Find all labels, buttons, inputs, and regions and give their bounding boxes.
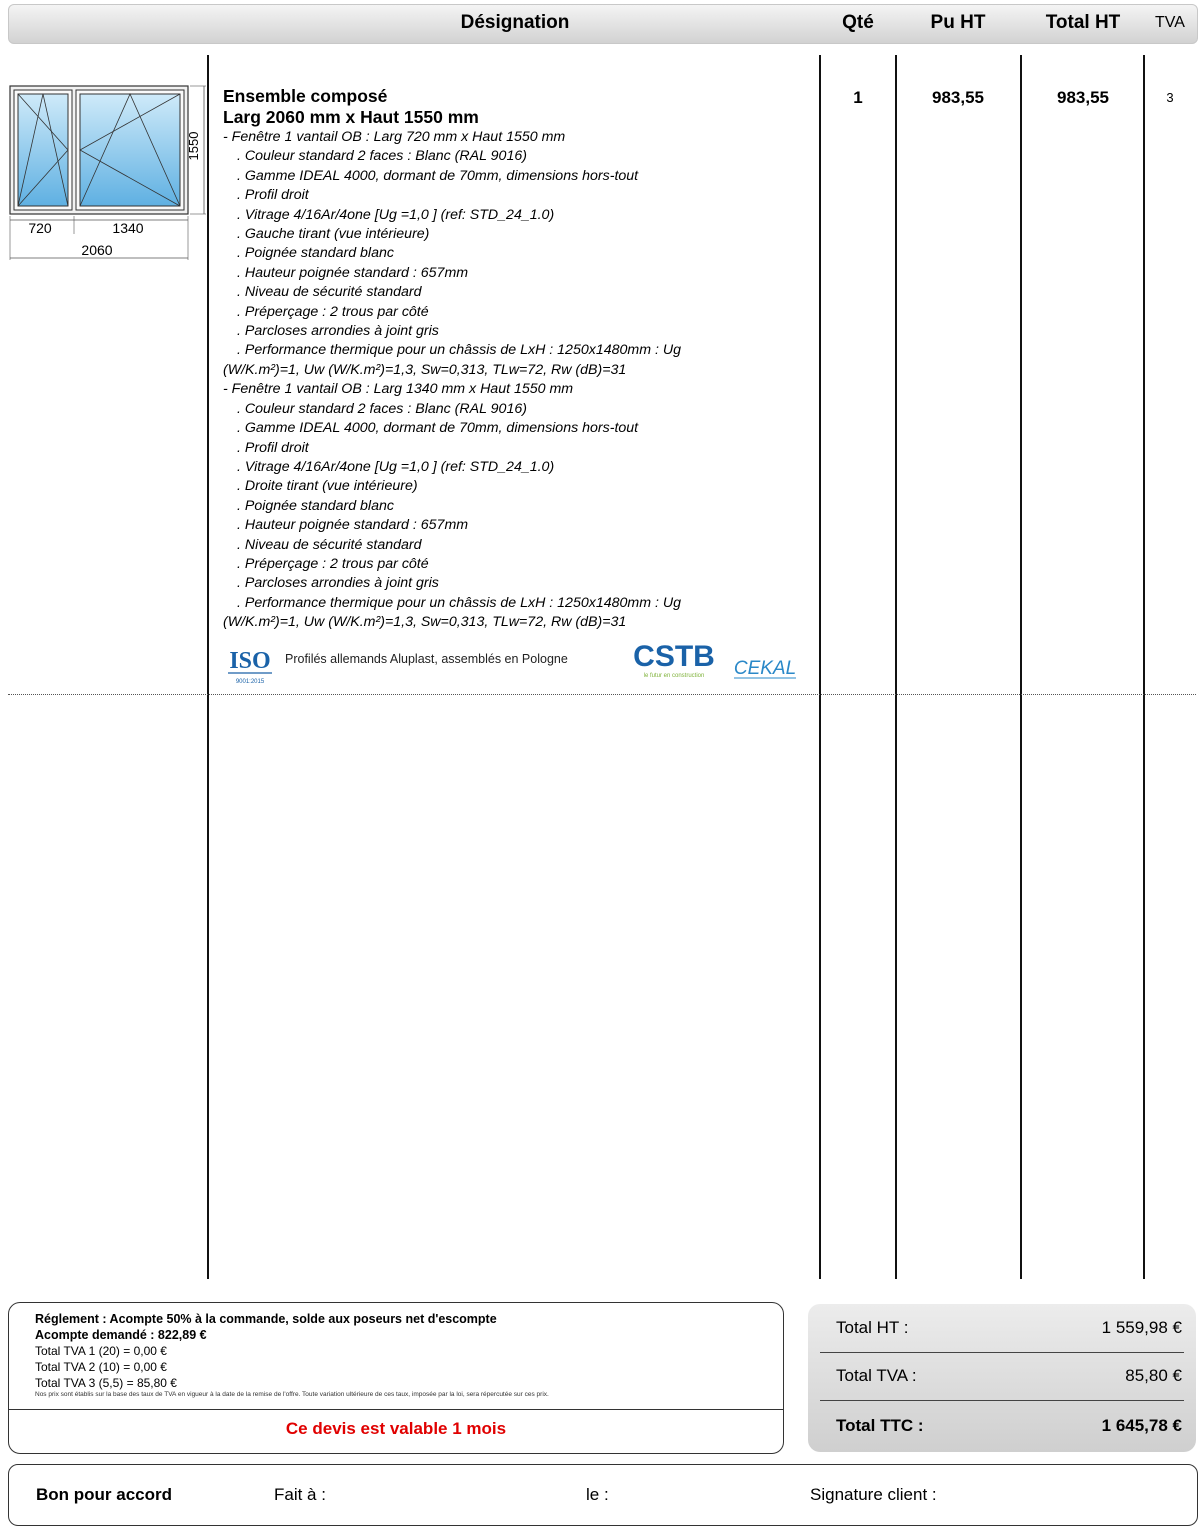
detail-line: . Gamme IDEAL 4000, dormant de 70mm, dimensions hors-tout	[237, 420, 639, 437]
detail-line: . Couleur standard 2 faces : Blanc (RAL 9016)	[237, 400, 527, 417]
detail-line: . Profil droit	[237, 439, 309, 456]
item-total: 983,55	[1057, 88, 1109, 107]
deposit-requested: Acompte demandé : 822,89 €	[35, 1328, 207, 1342]
quote-validity: Ce devis est valable 1 mois	[285, 1419, 507, 1438]
item-detail-lines	[223, 128, 813, 633]
detail-line: . Poignée standard blanc	[237, 497, 394, 514]
total-width-label: 2060	[81, 242, 113, 258]
column-rule	[819, 55, 821, 1279]
date-field-label[interactable]: le :	[586, 1485, 609, 1504]
svg-text:le futur en construction: le futur en construction	[643, 673, 705, 679]
row-separator	[8, 694, 1196, 695]
detail-line: (W/K.m²)=1, Uw (W/K.m²)=1,3, Sw=0,313, TLw=72, Rw (dB)=31	[223, 614, 627, 631]
header-qty: Qté	[842, 12, 874, 33]
detail-line: . Vitrage 4/16Ar/4one [Ug =1,0 ] (ref: STD_24_1.0)	[237, 458, 555, 475]
totals-box	[808, 1304, 1196, 1452]
detail-line: . Hauteur poignée standard : 657mm	[237, 517, 469, 534]
tva-2-total: Total TVA 2 (10) = 0,00 €	[35, 1360, 167, 1374]
divider	[820, 1352, 1184, 1353]
detail-line: . Parcloses arrondies à joint gris	[237, 323, 439, 340]
glass-pane-left	[18, 94, 68, 206]
column-rule	[1020, 55, 1022, 1279]
detail-line: . Gamme IDEAL 4000, dormant de 70mm, dimensions hors-tout	[237, 167, 639, 184]
tva-1-total: Total TVA 1 (20) = 0,00 €	[35, 1344, 167, 1358]
payment-terms: Réglement : Acompte 50% à la commande, solde aux poseurs net d'escompte	[35, 1312, 497, 1326]
svg-text:ISO: ISO	[229, 648, 271, 674]
tva-3-total: Total TVA 3 (5,5) = 85,80 €	[35, 1376, 177, 1390]
item-dimensions: Larg 2060 mm x Haut 1550 mm	[223, 107, 479, 127]
detail-line: . Couleur standard 2 faces : Blanc (RAL 9016)	[237, 148, 527, 165]
detail-line: . Hauteur poignée standard : 657mm	[237, 264, 469, 281]
detail-line: . Performance thermique pour un châssis de LxH : 1250x1480mm : Ug	[237, 342, 681, 359]
payment-conditions-box	[8, 1302, 784, 1454]
logo-caption: Profilés allemands Aluplast, assemblés en Pologne	[285, 652, 568, 666]
iso-logo	[224, 642, 276, 686]
svg-text:CEKAL: CEKAL	[733, 658, 797, 679]
detail-line: . Profil droit	[237, 187, 309, 204]
svg-text:9001:2015: 9001:2015	[235, 679, 265, 685]
certification-logos	[224, 640, 804, 688]
place-field-label[interactable]: Fait à :	[274, 1485, 326, 1504]
column-rule	[207, 55, 209, 1279]
detail-line: . Vitrage 4/16Ar/4one [Ug =1,0 ] (ref: STD_24_1.0)	[237, 206, 555, 223]
width-dimension-label-right: 1340	[112, 220, 144, 236]
svg-text:CSTB: CSTB	[633, 640, 715, 673]
tax-note: Nos prix sont établis sur la base des taux de TVA en vigueur à la date de la remise de l'offre. Toute variation ultérieure de ces taux, imposée par la loi, sera répercutée sur ces prix.	[35, 1391, 549, 1398]
detail-line: - Fenêtre 1 vantail OB : Larg 1340 mm x Haut 1550 mm	[223, 381, 574, 398]
total-ht-label: Total HT :	[836, 1318, 909, 1337]
column-rule	[895, 55, 897, 1279]
total-tva-value: 85,80 €	[1125, 1366, 1182, 1385]
header-tva: TVA	[1155, 14, 1185, 31]
window-diagram	[6, 82, 206, 264]
detail-line: - Fenêtre 1 vantail OB : Larg 720 mm x Haut 1550 mm	[223, 129, 566, 145]
item-unit-price: 983,55	[932, 88, 984, 107]
divider	[820, 1400, 1184, 1401]
width-dimension-label-left: 720	[28, 220, 52, 236]
total-ttc-label: Total TTC :	[836, 1416, 924, 1435]
total-tva-label: Total TVA :	[836, 1366, 917, 1385]
item-tva: 3	[1166, 90, 1174, 105]
detail-line: . Préperçage : 2 trous par côté	[237, 303, 429, 320]
column-rule	[1143, 55, 1145, 1279]
total-ht-value: 1 559,98 €	[1101, 1318, 1182, 1337]
item-qty: 1	[853, 88, 863, 107]
header-total: Total HT	[1045, 12, 1121, 33]
detail-line: . Poignée standard blanc	[237, 245, 394, 262]
detail-line: . Performance thermique pour un châssis de LxH : 1250x1480mm : Ug	[237, 594, 681, 611]
glass-pane-right	[80, 94, 180, 206]
height-dimension-label: 1550	[186, 131, 201, 161]
cekal-logo	[730, 648, 800, 686]
header-unit-price: Pu HT	[930, 12, 986, 33]
header-designation: Désignation	[460, 12, 570, 33]
detail-line: . Parcloses arrondies à joint gris	[237, 575, 439, 592]
item-description	[223, 86, 813, 633]
cstb-logo	[624, 640, 724, 680]
total-ttc-value: 1 645,78 €	[1101, 1416, 1182, 1435]
detail-line: . Droite tirant (vue intérieure)	[237, 478, 418, 495]
detail-line: . Préperçage : 2 trous par côté	[237, 555, 429, 572]
detail-line: . Niveau de sécurité standard	[237, 284, 422, 301]
detail-line: . Niveau de sécurité standard	[237, 536, 422, 553]
signature-field-label[interactable]: Signature client :	[810, 1485, 937, 1504]
agreement-title: Bon pour accord	[36, 1485, 173, 1504]
detail-line: (W/K.m²)=1, Uw (W/K.m²)=1,3, Sw=0,313, TLw=72, Rw (dB)=31	[223, 361, 627, 378]
detail-line: . Gauche tirant (vue intérieure)	[237, 226, 430, 243]
item-title: Ensemble composé	[223, 86, 388, 106]
divider	[9, 1409, 783, 1410]
